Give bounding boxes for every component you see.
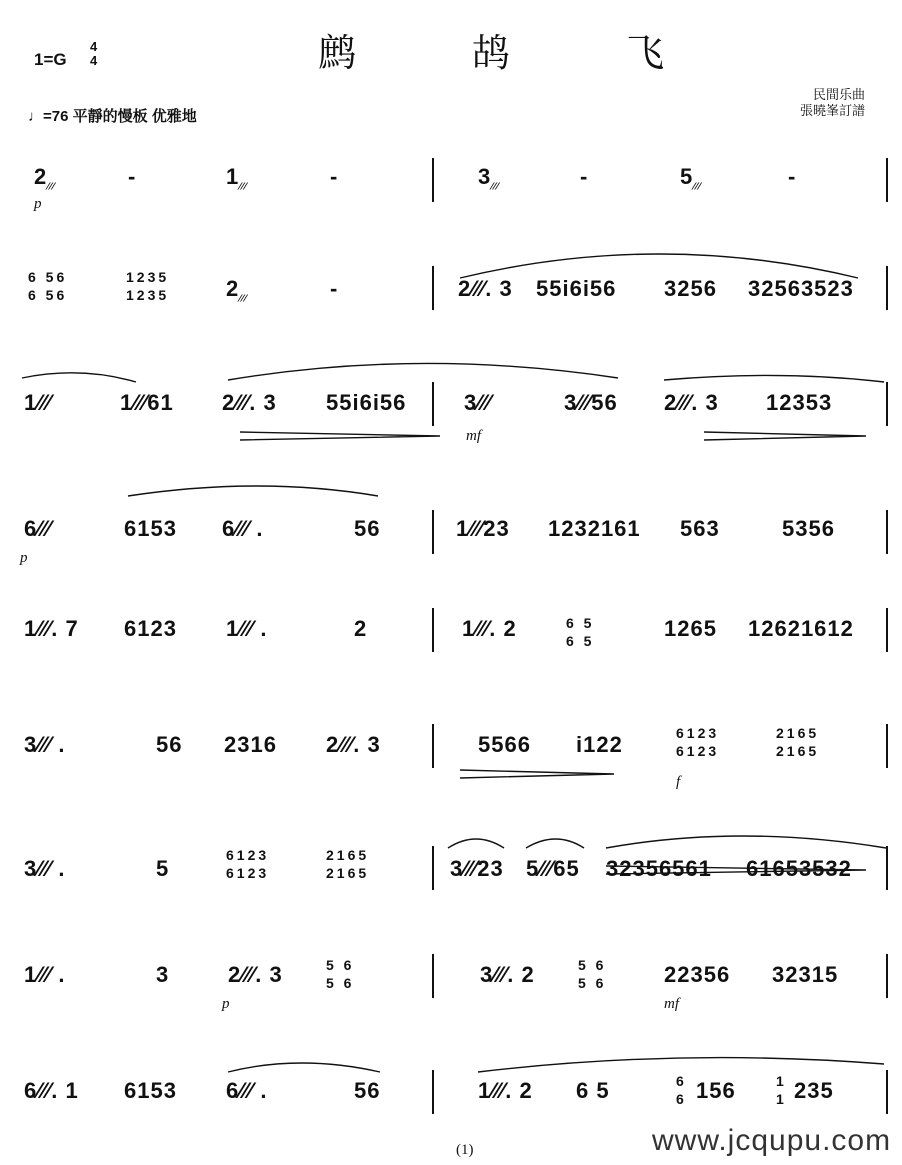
note-group: $5_{⁄⁄⁄}$ <box>680 164 702 193</box>
chord: 1 1 <box>776 1073 787 1107</box>
note-group: 6⁄⁄⁄ . <box>222 516 264 541</box>
chord: 5 6 5 6 <box>578 957 607 991</box>
note-group: 3⁄⁄⁄. 2 <box>480 962 535 987</box>
note-group: 1⁄⁄⁄61 <box>120 390 174 415</box>
chord: 6 5 6 5 <box>566 615 595 649</box>
note-group: 235 <box>794 1078 834 1103</box>
note-group: 12621612 <box>748 616 854 641</box>
note-dash: - <box>330 164 339 189</box>
dynamic-mark: p <box>222 996 230 1012</box>
chord: 6 56 6 56 <box>28 269 68 303</box>
note-group: 1⁄⁄⁄. 7 <box>24 616 79 641</box>
note-group: 5566 <box>478 732 531 757</box>
note-group: 55i6i56 <box>536 276 617 301</box>
note-group: 1⁄⁄⁄. 2 <box>478 1078 533 1103</box>
dynamic-mark: p <box>20 550 28 566</box>
note-group: 5356 <box>782 516 835 541</box>
note-group: 32563523 <box>748 276 854 301</box>
note-group: 56 <box>354 1078 381 1103</box>
note-group: 2316 <box>224 732 277 757</box>
chord: 6123 6123 <box>676 725 720 759</box>
note-group: 5 <box>156 856 170 881</box>
note-group: 32315 <box>772 962 839 987</box>
key-signature: 1=G <box>34 50 67 69</box>
note-group: 61653532 <box>746 856 852 881</box>
dynamic-mark: f <box>676 774 681 790</box>
note-group: 3⁄⁄⁄23 <box>450 856 504 881</box>
note-group: 6153 <box>124 1078 177 1103</box>
chord: 2165 2165 <box>776 725 820 759</box>
note-group: 5⁄⁄⁄65 <box>526 856 580 881</box>
note-group: 2 <box>354 616 368 641</box>
note-group: 6⁄⁄⁄ <box>24 516 52 541</box>
dynamic-mark: p <box>34 196 42 212</box>
dynamic-mark: mf <box>466 428 481 444</box>
note-group: 1⁄⁄⁄ . <box>226 616 268 641</box>
note-group: 3256 <box>664 276 717 301</box>
note-dash: - <box>128 164 137 189</box>
note-group: 6153 <box>124 516 177 541</box>
note-group: 6123 <box>124 616 177 641</box>
note-group: 6 5 <box>576 1078 610 1103</box>
note-dash: - <box>580 164 589 189</box>
note-group: 1232161 <box>548 516 641 541</box>
note-group: $3_{⁄⁄⁄}$ <box>478 164 500 193</box>
note-group: 55i6i56 <box>326 390 407 415</box>
tempo-marking: ♩=76 平靜的慢板 优雅地 <box>28 108 197 125</box>
chord: 6 6 <box>676 1073 687 1107</box>
note-group: 32356561 <box>606 856 712 881</box>
note-group: 156 <box>696 1078 736 1103</box>
note-group: 1⁄⁄⁄ <box>24 390 52 415</box>
note-group: 2⁄⁄⁄. 3 <box>222 390 277 415</box>
note-group: 6⁄⁄⁄. 1 <box>24 1078 79 1103</box>
chord: 6123 6123 <box>226 847 270 881</box>
note-group: 1⁄⁄⁄23 <box>456 516 510 541</box>
score-title: 鹧 鸪 飞 <box>318 31 717 75</box>
chord: 1235 1235 <box>126 269 170 303</box>
page-number: (1) <box>456 1142 474 1158</box>
note-group: 1⁄⁄⁄ . <box>24 962 66 987</box>
note-group: 2⁄⁄⁄. 3 <box>228 962 283 987</box>
note-group: $2_{⁄⁄⁄}$ <box>226 276 248 305</box>
note-group: 1265 <box>664 616 717 641</box>
note-group: 3⁄⁄⁄ . <box>24 856 66 881</box>
note-group: 12353 <box>766 390 833 415</box>
note-group: 563 <box>680 516 720 541</box>
note-group: $1_{⁄⁄⁄}$ <box>226 164 248 193</box>
note-group: 3⁄⁄⁄ . <box>24 732 66 757</box>
note-group: i122 <box>576 732 623 757</box>
note-group: 2⁄⁄⁄. 3 <box>326 732 381 757</box>
note-group: $2_{⁄⁄⁄}$ <box>34 164 56 193</box>
note-dash: - <box>788 164 797 189</box>
watermark: www.jcqupu.com <box>652 1124 892 1157</box>
time-signature: 4 4 <box>90 39 98 68</box>
note-group: 3 <box>156 962 170 987</box>
chord: 2165 2165 <box>326 847 370 881</box>
note-group: 56 <box>354 516 381 541</box>
note-group: 56 <box>156 732 183 757</box>
note-dash: - <box>330 276 339 301</box>
note-group: 22356 <box>664 962 731 987</box>
dynamic-mark: mf <box>664 996 679 1012</box>
credits: 民間乐曲 張曉峯訂譜 <box>800 88 866 119</box>
note-group: 3⁄⁄⁄ <box>464 390 492 415</box>
note-group: 1⁄⁄⁄. 2 <box>462 616 517 641</box>
note-group: 6⁄⁄⁄ . <box>226 1078 268 1103</box>
note-group: 2⁄⁄⁄. 3 <box>664 390 719 415</box>
note-group: 2⁄⁄⁄. 3 <box>458 276 513 301</box>
note-group: 3⁄⁄⁄56 <box>564 390 618 415</box>
chord: 5 6 5 6 <box>326 957 355 991</box>
